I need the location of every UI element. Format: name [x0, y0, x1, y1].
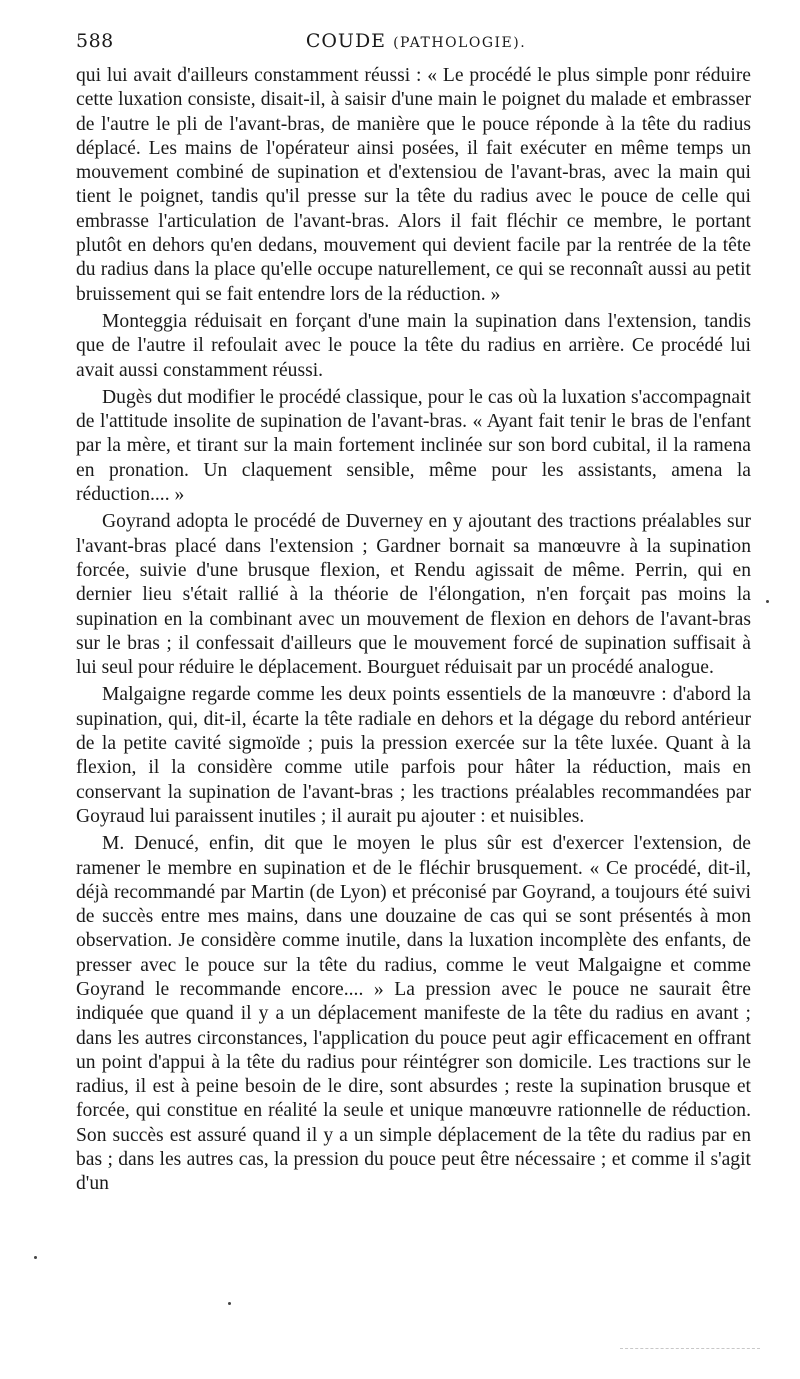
paragraph-continuation: qui lui avait d'ailleurs constamment réussi : « Le procédé le plus simple ponr réduire cette luxation consiste, disait-il, à saisir d'une main le poignet du malade et embrasser de l'autre le pli de l'avant-bras, de manière que le pouce réponde à la tête du radius déplacé. Les mains de l'opérateur ainsi posées, il fait exécuter en même temps un mouvement combiné de supination et d'extensiou de l'avant-bras, avec la main qui tient le poignet, tandis qu'il presse sur la tête du radius avec le pouce de celle qui embrasse l'articulation de l'avant-bras. Alors il fait fléchir ce membre, le portant plutôt en dehors qu'en dedans, mouvement qui devient facile par la rentrée de la tête du radius dans la place qu'elle occupe naturellement, ce qui se reconnaît aussi au petit bruissement qui se fait entendre lors de la réduction. »: [76, 65, 751, 305]
footer-smudge: [620, 1348, 760, 1351]
paragraph-denuce: M. Denucé, enfin, dit que le moyen le plus sûr est d'exercer l'extension, de ramener le membre en supination et de le fléchir brusquement. « Ce procédé, dit-il, déjà recommandé par Martin (de Lyon) et préconisé par Goyrand, a toujours été suivi de succès entre mes mains, dans une douzaine de cas qui se sont présentés à mon observation. Je considère comme inutile, dans la luxation incomplète des enfants, de presser avec le pouce sur la tête du radius, comme le veut Malgaigne et comme Goyrand le recommande encore.... » La pression avec le pouce ne saurait être indiquée que quand il y a un déplacement manifeste de la tête du radius en avant ; dans les autres circonstances, l'application du pouce peut agir efficacement en offrant un point d'appui à la tête du radius pour réintégrer son domicile. Les tractions sur le radius, il est à peine besoin de le dire, sont absurdes ; reste la supination brusque et forcée, qui constitue en réalité la seule et unique manœuvre rationnelle de réduction. Son succès est assuré quand il y a un simple déplacement de la tête du radius par en bas ; dans les autres cas, la pression du pouce peut être nécessaire ; et comme il s'agit d'un: [76, 833, 751, 1195]
page-number: 588: [76, 30, 114, 52]
body-text: [76, 64, 751, 1200]
margin-speck: [766, 600, 769, 603]
running-title: [76, 30, 756, 52]
page-speck: [228, 1302, 231, 1305]
running-title-main: COUDE: [305, 30, 387, 52]
paragraph-malgaigne: Malgaigne regarde comme les deux points essentiels de la manœuvre : d'abord la supination, qui, dit-il, écarte la tête radiale en dehors et la dégage du rebord antérieur de la petite cavité sigmoïde ; puis la pression exercée sur la tête luxée. Quant à la flexion, il la considère comme utile parfois pour hâter la réduction, mais en conservant la supination de l'avant-bras ; les tractions préalables recommandées par Goyraud lui paraissent inutiles ; il aurait pu ajouter : et nuisibles.: [76, 684, 751, 827]
running-title-sub: (PATHOLOGIE).: [393, 35, 527, 51]
paragraph-goyrand: Goyrand adopta le procédé de Duverney en y ajoutant des tractions préalables sur l'avant-bras placé dans l'extension ; Gardner bornait sa manœuvre à la supination forcée, suivie d'une brusque flexion, et Rendu agissait de même. Perrin, qui en dernier lieu s'était rallié à la théorie de l'élongation, n'en forçait pas moins la supination en la combinant avec un mouvement de flexion en dehors de l'avant-bras sur le bras ; il confessait d'ailleurs que le mouvement forcé de supination suffisait à lui seul pour réduire le déplacement. Bourguet réduisait par un procédé analogue.: [76, 511, 751, 679]
running-head: [76, 30, 756, 54]
paragraph-monteggia: Monteggia réduisait en forçant d'une main la supination dans l'extension, tandis que de l'autre il refoulait avec le pouce la tête du radius en arrière. Ce procédé lui avait aussi constamment réussi.: [76, 310, 751, 381]
paragraph-duges: Dugès dut modifier le procédé classique, pour le cas où la luxation s'accompagnait de l'attitude insolite de supination de l'avant-bras. « Ayant fait tenir le bras de l'enfant par la mère, et tirant sur la main fortement inclinée sur son bord cubital, il la ramena en pronation. Un claquement sensible, même pour les assistants, amena la réduction.... »: [76, 386, 751, 506]
margin-speck: [34, 1256, 37, 1259]
